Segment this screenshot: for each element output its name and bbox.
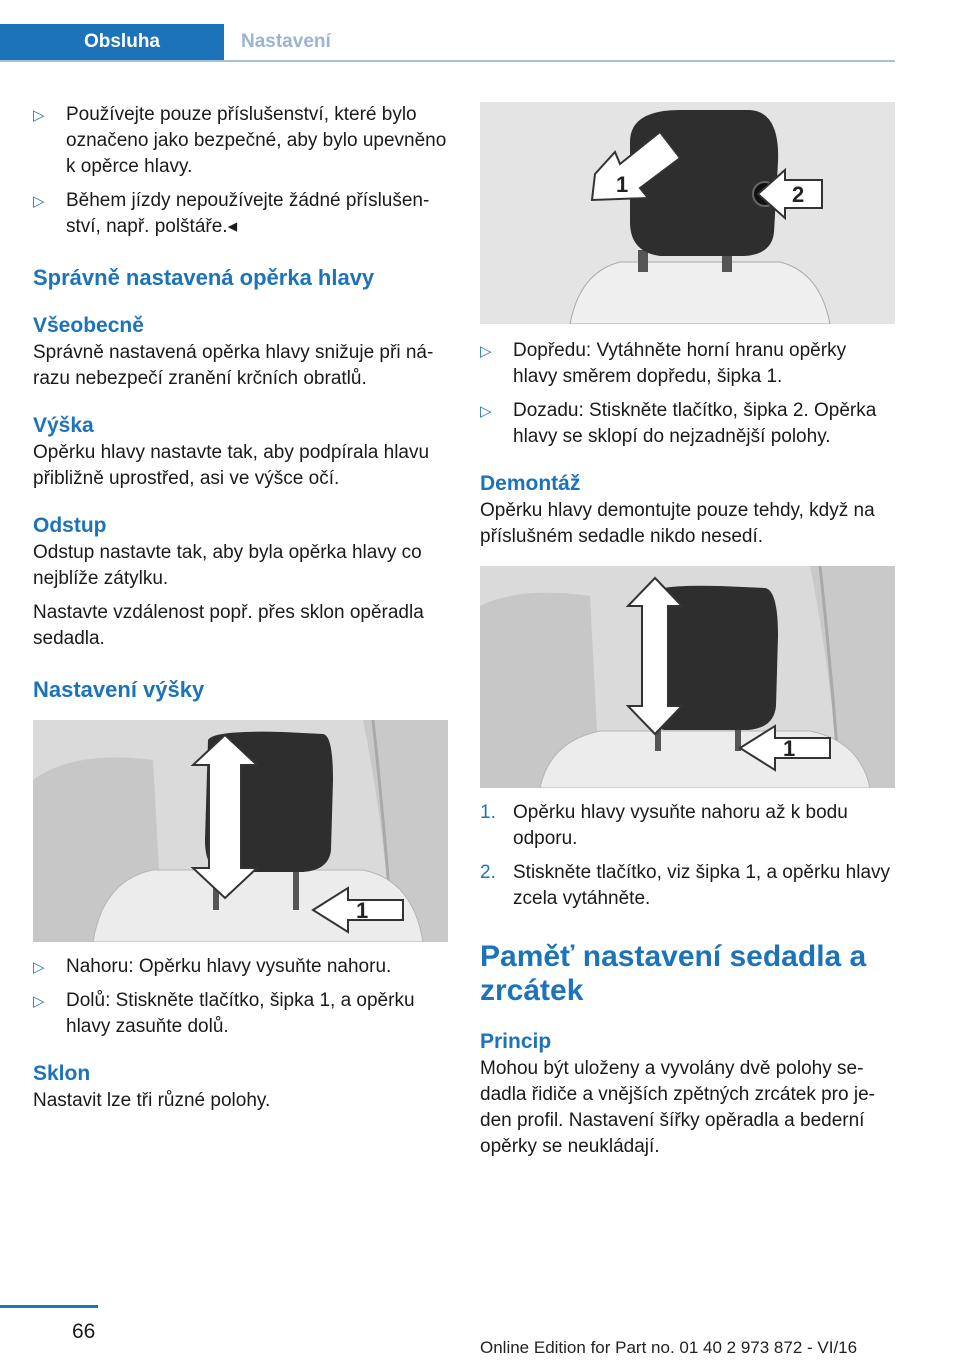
step-text: Stiskněte tlačítko, viz šipka 1, a opěrku hlavy zcela vytáhněte.: [513, 862, 891, 909]
heading-height: Výška: [33, 414, 94, 437]
right-column: [480, 102, 895, 1160]
paragraph-height: Opěrku hlavy nastavte tak, aby podpírala hlavu přibližně uprostřed, asi ve výšce očí.: [33, 442, 430, 489]
list-item: [480, 398, 895, 450]
paragraph-distance-2: Nastavte vzdálenost popř. přes sklon opěradla sedadla.: [33, 602, 424, 649]
figure-headrest-height: [33, 720, 448, 942]
footer-divider: [0, 1305, 98, 1308]
tab-divider: [0, 60, 895, 62]
headrest-tilt-illustration: [480, 102, 895, 324]
heading-memory: Paměť nastavení sedadla a zrcátek: [480, 940, 867, 1007]
bullet-text: Dopředu: Vytáhněte horní hranu opěrky hlavy směrem dopředu, šipka 1.: [513, 340, 847, 387]
bullet-text: Dozadu: Stiskněte tlačítko, šipka 2. Opěrka hlavy se sklopí do nejzadnější polohy.: [513, 400, 877, 447]
figure-headrest-tilt: [480, 102, 895, 324]
list-item: [480, 338, 895, 390]
bullet-text: Během jízdy nepoužívejte žádné příslušenství, např. polštáře.◂: [66, 190, 430, 237]
bullet-text: Nahoru: Opěrku hlavy vysuňte nahoru.: [66, 956, 392, 977]
arrow-label: 2: [792, 182, 805, 207]
tab-obsluha[interactable]: Obsluha: [0, 24, 224, 60]
step-number: 1.: [480, 802, 496, 823]
paragraph-principle: Mohou být uloženy a vyvolány dvě polohy sedadla řidiče a vnějších zpětných zrcátek pro jeden profil. Nastavení šířky opěradla a bederní opěrky se neukládají.: [480, 1058, 875, 1157]
figure-headrest-removal: [480, 566, 895, 788]
arrow-label: 1: [356, 898, 369, 923]
edition-text: Online Edition for Part no. 01 40 2 973 872 - VI/16: [480, 1338, 858, 1357]
step-text: Opěrku hlavy vysuňte nahoru až k bodu odporu.: [513, 802, 848, 849]
list-item: [480, 860, 895, 912]
list-item: [33, 102, 448, 180]
heading-height-adjust: Nastavení výšky: [33, 677, 205, 702]
heading-removal: Demontáž: [480, 472, 581, 495]
list-item: [33, 188, 448, 240]
triangle-bullet-icon: ▷: [480, 343, 492, 360]
triangle-bullet-icon: ▷: [480, 403, 492, 420]
heading-distance: Odstup: [33, 514, 107, 537]
headrest-removal-illustration: [480, 566, 895, 788]
list-item: [33, 988, 448, 1040]
list-item: [480, 800, 895, 852]
paragraph-removal: Opěrku hlavy demontujte pouze tehdy, když na příslušném sedadle nikdo nesedí.: [480, 500, 875, 547]
triangle-bullet-icon: ▷: [33, 959, 45, 976]
headrest-height-illustration: [33, 720, 448, 942]
heading-general: Všeobecně: [33, 314, 144, 337]
step-number: 2.: [480, 862, 496, 883]
paragraph-general: Správně nastavená opěrka hlavy snižuje při nárazu nebezpečí zranění krčních obratlů.: [33, 342, 434, 389]
triangle-bullet-icon: ▷: [33, 993, 45, 1010]
bullet-text: Používejte pouze příslušenství, které bylo označeno jako bezpečné, aby bylo upevněno k opěrce hlavy.: [66, 104, 447, 177]
list-item: [33, 954, 448, 980]
paragraph-tilt: Nastavit lze tři různé polohy.: [33, 1090, 271, 1111]
triangle-bullet-icon: ▷: [33, 193, 45, 210]
heading-correct-headrest: Správně nastavená opěrka hlavy: [33, 265, 375, 290]
header-tabs: [0, 24, 895, 62]
left-column: [33, 102, 448, 1114]
arrow-label: 1: [616, 172, 629, 197]
heading-tilt: Sklon: [33, 1062, 91, 1085]
page-number: 66: [72, 1320, 96, 1343]
triangle-bullet-icon: ▷: [33, 107, 45, 124]
tab-nastaveni[interactable]: Nastavení: [241, 31, 331, 52]
heading-principle: Princip: [480, 1030, 552, 1053]
paragraph-distance-1: Odstup nastavte tak, aby byla opěrka hlavy co nejblíže zátylku.: [33, 542, 422, 589]
bullet-text: Dolů: Stiskněte tlačítko, šipka 1, a opěrku hlavy zasuňte dolů.: [66, 990, 415, 1037]
arrow-label: 1: [783, 736, 796, 761]
